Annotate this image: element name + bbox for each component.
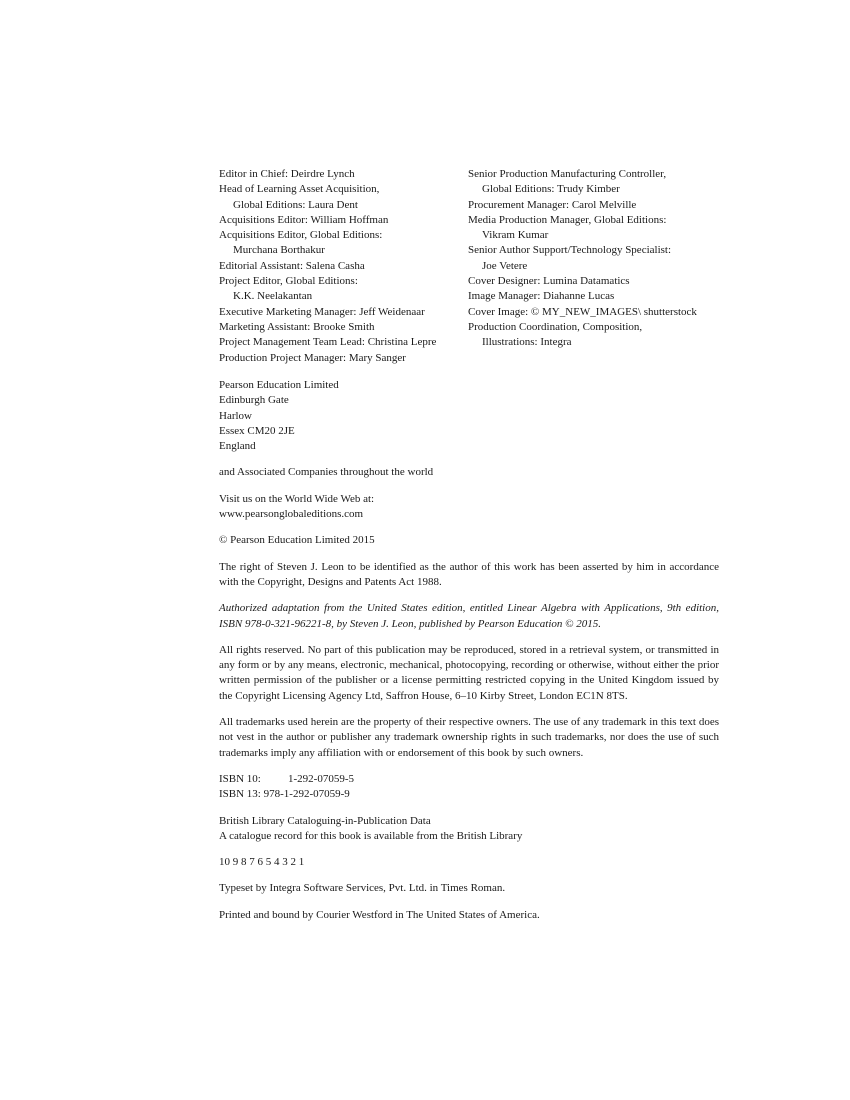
cip-record: A catalogue record for this book is available from the British Library: [219, 829, 523, 842]
isbn-10-row: [219, 772, 719, 787]
credits-right-column: [468, 167, 728, 351]
publisher-address: [219, 378, 719, 454]
credit-line: Murchana Borthakur: [233, 244, 325, 257]
credit-line: Acquisitions Editor: William Hoffman: [219, 213, 389, 226]
credit-line: Head of Learning Asset Acquisition,: [219, 183, 380, 196]
credits-section: [219, 167, 719, 367]
print-number-line: 10 9 8 7 6 5 4 3 2 1: [219, 856, 305, 869]
credit-line: Senior Author Support/Technology Specialist:: [468, 244, 672, 257]
isbn-13-label: ISBN 13:: [219, 788, 261, 801]
credit-line: Global Editions: Laura Dent: [233, 198, 358, 211]
adaptation-paragraph: Authorized adaptation from the United States edition, entitled Linear Algebra with Applications, 9th edition, ISBN 978-0-321-96221-8, by Steven J. Leon, published by Pearson Education © 2015.: [219, 602, 719, 630]
address-line: England: [219, 440, 256, 453]
credit-line: Production Coordination, Composition,: [468, 320, 643, 333]
website-block: [219, 492, 719, 523]
credit-line: Joe Vetere: [482, 259, 528, 272]
credit-line: Media Production Manager, Global Editions:: [468, 213, 667, 226]
credit-line: Executive Marketing Manager: Jeff Weidenaar: [219, 305, 425, 318]
credit-line: Procurement Manager: Carol Melville: [468, 198, 637, 211]
credit-line: Cover Image: © MY_NEW_IMAGES\ shutterstock: [468, 305, 697, 318]
copyright-notice: © Pearson Education Limited 2015: [219, 534, 375, 547]
cip-title: British Library Cataloguing-in-Publication Data: [219, 814, 431, 827]
credit-line: Acquisitions Editor, Global Editions:: [219, 229, 383, 242]
isbn-10-value: 1-292-07059-5: [288, 772, 354, 785]
isbn-block: [219, 772, 719, 803]
author-rights-paragraph: The right of Steven J. Leon to be identified as the author of this work has been asserted by him in accordance with the Copyright, Designs and Patents Act 1988.: [219, 560, 719, 588]
copyright-page: [219, 167, 719, 923]
isbn-10-label: ISBN 10:: [219, 772, 261, 785]
associated-companies: and Associated Companies throughout the world: [219, 466, 434, 479]
credits-left-column: [219, 167, 464, 366]
cip-block: [219, 814, 719, 845]
credit-line: Project Editor, Global Editions:: [219, 275, 358, 288]
isbn-13-row: [219, 787, 719, 802]
credit-line: Marketing Assistant: Brooke Smith: [219, 320, 375, 333]
address-line: Essex CM20 2JE: [219, 424, 295, 437]
isbn-13-value: 978-1-292-07059-9: [263, 788, 350, 801]
address-line: Pearson Education Limited: [219, 379, 339, 391]
credit-line: Vikram Kumar: [482, 229, 549, 242]
all-rights-paragraph: All rights reserved. No part of this publication may be reproduced, stored in a retrieval system, or transmitted in any form or by any means, electronic, mechanical, photocopying, recording or otherwise, without either the prior written permission of the publisher or a license permitting restricted copying in the United Kingdom issued by the Copyright Licensing Agency Ltd, Saffron House, 6–10 Kirby Street, London EC1N 8TS.: [219, 643, 719, 702]
credit-line: Global Editions: Trudy Kimber: [482, 183, 620, 196]
credit-line: Editor in Chief: Deirdre Lynch: [219, 168, 355, 180]
credit-line: Image Manager: Diahanne Lucas: [468, 290, 615, 303]
printer-credit: Printed and bound by Courier Westford in The United States of America.: [219, 908, 540, 921]
credit-line: Editorial Assistant: Salena Casha: [219, 259, 365, 272]
typeset-credit: Typeset by Integra Software Services, Pvt. Ltd. in Times Roman.: [219, 882, 506, 895]
website-intro: Visit us on the World Wide Web at:: [219, 492, 375, 505]
address-line: Harlow: [219, 409, 252, 422]
credit-line: Illustrations: Integra: [482, 336, 572, 349]
credit-line: Production Project Manager: Mary Sanger: [219, 351, 406, 364]
credit-line: K.K. Neelakantan: [233, 290, 313, 303]
credit-line: Cover Designer: Lumina Datamatics: [468, 275, 630, 288]
credit-line: Project Management Team Lead: Christina Lepre: [219, 336, 437, 349]
address-line: Edinburgh Gate: [219, 394, 289, 407]
credit-line: Senior Production Manufacturing Controller,: [468, 168, 667, 180]
website-url: www.pearsonglobaleditions.com: [219, 508, 364, 521]
trademarks-paragraph: All trademarks used herein are the property of their respective owners. The use of any trademark in this text does not vest in the author or publisher any trademark ownership rights in such trademarks, nor does the use of such trademarks imply any affiliation with or endorsement of this book by such owners.: [219, 716, 719, 759]
